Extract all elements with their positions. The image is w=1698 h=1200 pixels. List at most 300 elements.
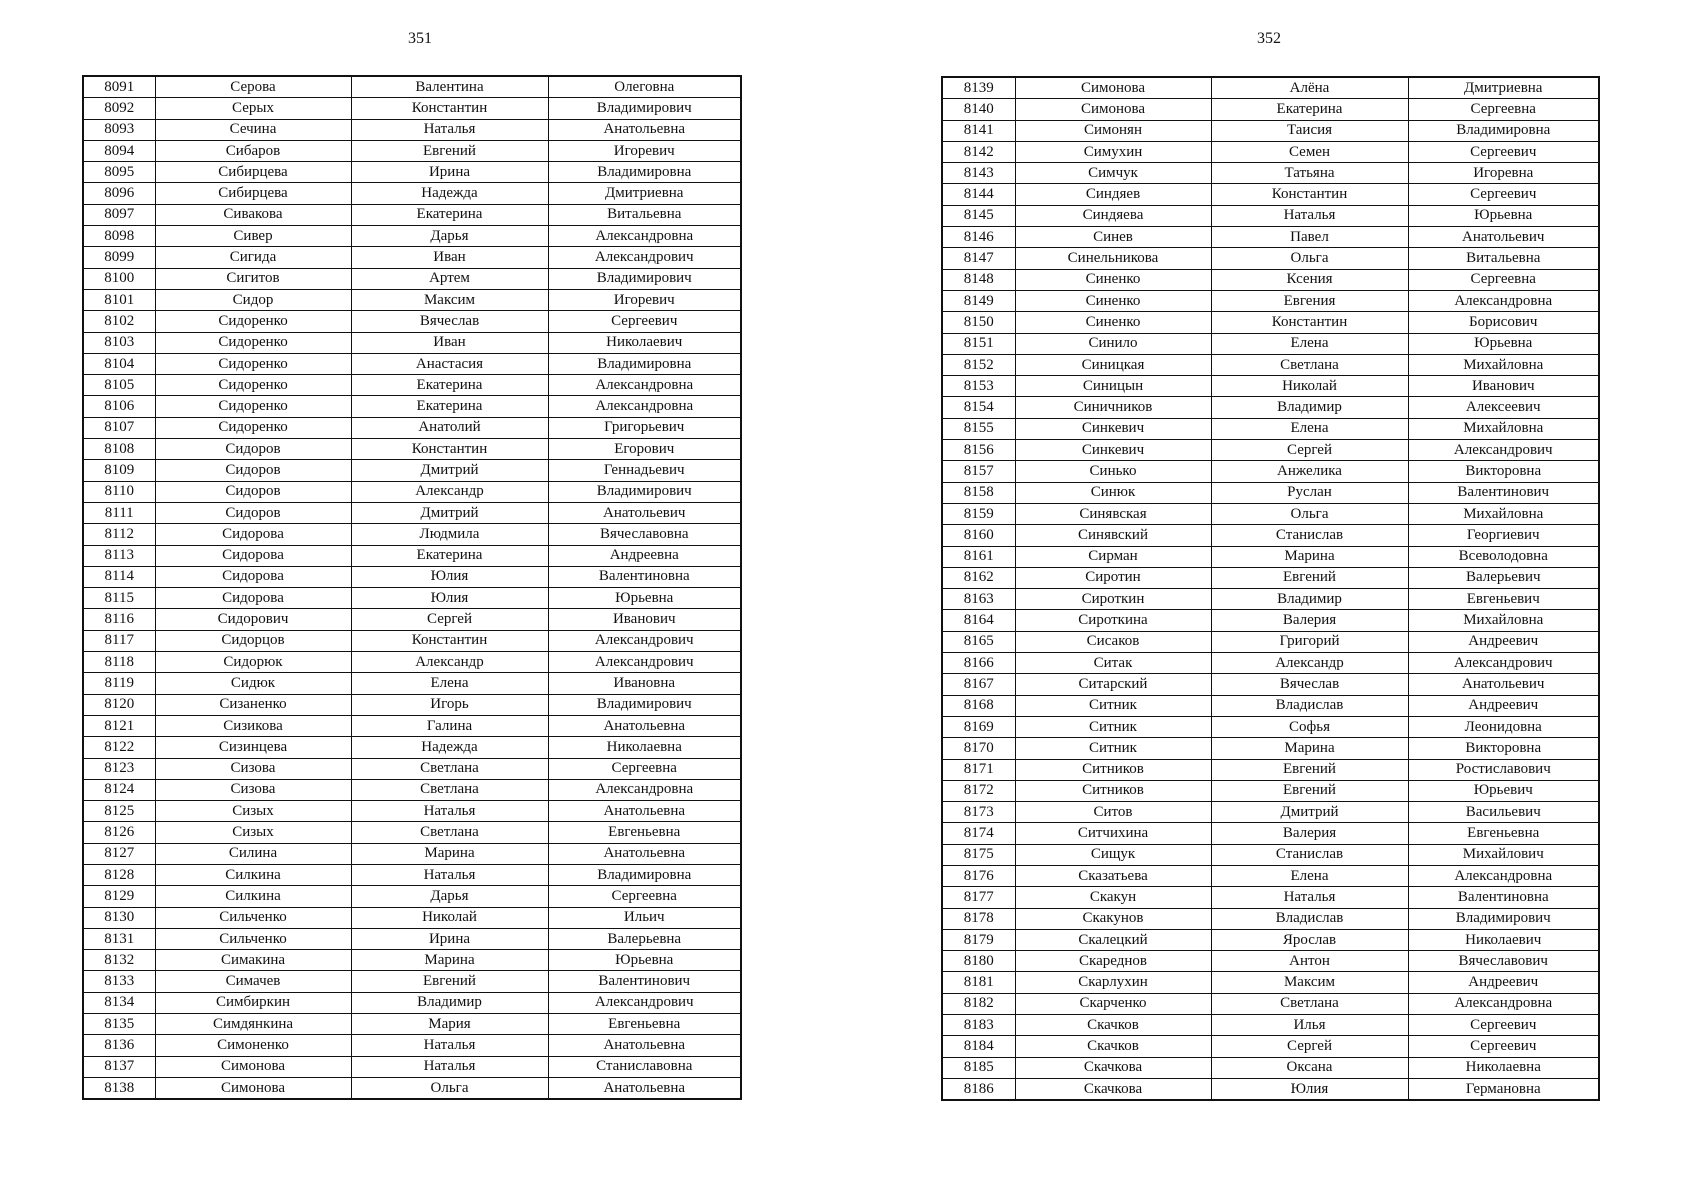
roster-table-left xyxy=(82,75,742,1100)
patronymic-cell: Юрьевна xyxy=(1408,333,1599,354)
patronymic-cell: Сергеевич xyxy=(1408,184,1599,205)
first-name-cell: Надежда xyxy=(351,737,548,758)
row-number-cell: 8106 xyxy=(83,396,155,417)
first-name-cell: Артем xyxy=(351,268,548,289)
surname-cell: Сибирцева xyxy=(155,162,351,183)
first-name-cell: Николай xyxy=(1211,376,1408,397)
patronymic-cell: Андреевич xyxy=(1408,972,1599,993)
row-number-cell: 8171 xyxy=(942,759,1015,780)
patronymic-cell: Олеговна xyxy=(548,76,741,98)
table-row xyxy=(83,204,741,225)
table-row xyxy=(942,865,1599,886)
table-row xyxy=(942,653,1599,674)
table-row xyxy=(83,630,741,651)
patronymic-cell: Сергеевна xyxy=(548,886,741,907)
surname-cell: Скакунов xyxy=(1015,908,1211,929)
surname-cell: Сиротин xyxy=(1015,567,1211,588)
surname-cell: Синельникова xyxy=(1015,248,1211,269)
surname-cell: Сищук xyxy=(1015,844,1211,865)
first-name-cell: Людмила xyxy=(351,524,548,545)
first-name-cell: Наталья xyxy=(351,801,548,822)
surname-cell: Сидоренко xyxy=(155,417,351,438)
row-number-cell: 8180 xyxy=(942,951,1015,972)
patronymic-cell: Анатольевич xyxy=(1408,227,1599,248)
row-number-cell: 8158 xyxy=(942,482,1015,503)
first-name-cell: Светлана xyxy=(1211,354,1408,375)
surname-cell: Ситников xyxy=(1015,759,1211,780)
surname-cell: Симдянкина xyxy=(155,1014,351,1035)
surname-cell: Сигитов xyxy=(155,268,351,289)
first-name-cell: Илья xyxy=(1211,1015,1408,1036)
surname-cell: Сидорюк xyxy=(155,652,351,673)
table-row xyxy=(83,268,741,289)
row-number-cell: 8108 xyxy=(83,439,155,460)
row-number-cell: 8149 xyxy=(942,290,1015,311)
surname-cell: Сидоренко xyxy=(155,311,351,332)
surname-cell: Сидорцов xyxy=(155,630,351,651)
table-row xyxy=(83,928,741,949)
patronymic-cell: Михайловна xyxy=(1408,418,1599,439)
surname-cell: Сидоров xyxy=(155,481,351,502)
first-name-cell: Елена xyxy=(351,673,548,694)
table-row xyxy=(83,758,741,779)
table-row xyxy=(942,674,1599,695)
table-row xyxy=(942,77,1599,99)
surname-cell: Скачкова xyxy=(1015,1078,1211,1100)
first-name-cell: Екатерина xyxy=(1211,99,1408,120)
first-name-cell: Максим xyxy=(1211,972,1408,993)
first-name-cell: Елена xyxy=(1211,865,1408,886)
table-row xyxy=(942,205,1599,226)
surname-cell: Сильченко xyxy=(155,907,351,928)
table-row xyxy=(942,1036,1599,1057)
row-number-cell: 8121 xyxy=(83,715,155,736)
surname-cell: Сидоренко xyxy=(155,332,351,353)
patronymic-cell: Андреевич xyxy=(1408,695,1599,716)
patronymic-cell: Владимировна xyxy=(548,864,741,885)
surname-cell: Синицын xyxy=(1015,376,1211,397)
first-name-cell: Наталья xyxy=(351,119,548,140)
patronymic-cell: Германовна xyxy=(1408,1078,1599,1100)
surname-cell: Сидоренко xyxy=(155,396,351,417)
first-name-cell: Владимир xyxy=(1211,397,1408,418)
row-number-cell: 8154 xyxy=(942,397,1015,418)
patronymic-cell: Сергеевич xyxy=(1408,1015,1599,1036)
table-row xyxy=(83,801,741,822)
row-number-cell: 8104 xyxy=(83,353,155,374)
roster-table-right xyxy=(941,76,1600,1101)
table-row xyxy=(942,503,1599,524)
row-number-cell: 8098 xyxy=(83,226,155,247)
row-number-cell: 8115 xyxy=(83,588,155,609)
first-name-cell: Екатерина xyxy=(351,396,548,417)
patronymic-cell: Владимировна xyxy=(548,353,741,374)
first-name-cell: Марина xyxy=(351,950,548,971)
patronymic-cell: Евгеньевна xyxy=(548,822,741,843)
first-name-cell: Иван xyxy=(351,332,548,353)
first-name-cell: Дарья xyxy=(351,886,548,907)
table-row xyxy=(83,247,741,268)
row-number-cell: 8095 xyxy=(83,162,155,183)
row-number-cell: 8172 xyxy=(942,780,1015,801)
first-name-cell: Ольга xyxy=(351,1077,548,1099)
surname-cell: Синило xyxy=(1015,333,1211,354)
first-name-cell: Дмитрий xyxy=(1211,802,1408,823)
row-number-cell: 8130 xyxy=(83,907,155,928)
first-name-cell: Екатерина xyxy=(351,204,548,225)
surname-cell: Сидюк xyxy=(155,673,351,694)
first-name-cell: Елена xyxy=(1211,333,1408,354)
table-row xyxy=(83,715,741,736)
table-row xyxy=(942,546,1599,567)
first-name-cell: Светлана xyxy=(351,758,548,779)
first-name-cell: Татьяна xyxy=(1211,163,1408,184)
first-name-cell: Вячеслав xyxy=(1211,674,1408,695)
table-row xyxy=(83,779,741,800)
row-number-cell: 8169 xyxy=(942,716,1015,737)
row-number-cell: 8107 xyxy=(83,417,155,438)
first-name-cell: Екатерина xyxy=(351,375,548,396)
surname-cell: Симонова xyxy=(155,1077,351,1099)
patronymic-cell: Владимирович xyxy=(548,268,741,289)
row-number-cell: 8105 xyxy=(83,375,155,396)
first-name-cell: Владислав xyxy=(1211,695,1408,716)
table-row xyxy=(83,183,741,204)
table-row xyxy=(942,1057,1599,1078)
first-name-cell: Галина xyxy=(351,715,548,736)
surname-cell: Сигида xyxy=(155,247,351,268)
patronymic-cell: Сергеевич xyxy=(1408,141,1599,162)
table-row xyxy=(83,375,741,396)
surname-cell: Скакун xyxy=(1015,887,1211,908)
row-number-cell: 8146 xyxy=(942,227,1015,248)
first-name-cell: Владислав xyxy=(1211,908,1408,929)
surname-cell: Сидорова xyxy=(155,566,351,587)
row-number-cell: 8178 xyxy=(942,908,1015,929)
row-number-cell: 8102 xyxy=(83,311,155,332)
row-number-cell: 8156 xyxy=(942,440,1015,461)
patronymic-cell: Александровна xyxy=(548,396,741,417)
row-number-cell: 8097 xyxy=(83,204,155,225)
row-number-cell: 8143 xyxy=(942,163,1015,184)
patronymic-cell: Владимирович xyxy=(1408,908,1599,929)
table-row xyxy=(83,588,741,609)
surname-cell: Синдяев xyxy=(1015,184,1211,205)
patronymic-cell: Алексеевич xyxy=(1408,397,1599,418)
first-name-cell: Екатерина xyxy=(351,545,548,566)
row-number-cell: 8168 xyxy=(942,695,1015,716)
row-number-cell: 8119 xyxy=(83,673,155,694)
table-row xyxy=(83,162,741,183)
table-row xyxy=(83,566,741,587)
row-number-cell: 8151 xyxy=(942,333,1015,354)
table-row xyxy=(83,460,741,481)
patronymic-cell: Сергеевна xyxy=(548,758,741,779)
row-number-cell: 8135 xyxy=(83,1014,155,1035)
surname-cell: Симакина xyxy=(155,950,351,971)
surname-cell: Сидорович xyxy=(155,609,351,630)
patronymic-cell: Сергеевна xyxy=(1408,269,1599,290)
table-row xyxy=(83,289,741,310)
patronymic-cell: Анатольевна xyxy=(548,843,741,864)
patronymic-cell: Александровна xyxy=(1408,290,1599,311)
patronymic-cell: Евгеньевна xyxy=(1408,823,1599,844)
patronymic-cell: Михайловна xyxy=(1408,610,1599,631)
surname-cell: Сидорова xyxy=(155,588,351,609)
table-row xyxy=(83,417,741,438)
patronymic-cell: Юрьевич xyxy=(1408,780,1599,801)
table-row xyxy=(83,524,741,545)
surname-cell: Сидоров xyxy=(155,502,351,523)
surname-cell: Симбиркин xyxy=(155,992,351,1013)
patronymic-cell: Дмитриевна xyxy=(1408,77,1599,99)
first-name-cell: Константин xyxy=(1211,312,1408,333)
first-name-cell: Максим xyxy=(351,289,548,310)
row-number-cell: 8125 xyxy=(83,801,155,822)
surname-cell: Сирман xyxy=(1015,546,1211,567)
first-name-cell: Юлия xyxy=(1211,1078,1408,1100)
row-number-cell: 8174 xyxy=(942,823,1015,844)
surname-cell: Ситник xyxy=(1015,695,1211,716)
table-row xyxy=(942,759,1599,780)
row-number-cell: 8176 xyxy=(942,865,1015,886)
surname-cell: Сечина xyxy=(155,119,351,140)
first-name-cell: Александр xyxy=(1211,653,1408,674)
row-number-cell: 8183 xyxy=(942,1015,1015,1036)
patronymic-cell: Владимирович xyxy=(548,98,741,119)
surname-cell: Симчук xyxy=(1015,163,1211,184)
patronymic-cell: Юрьевна xyxy=(548,588,741,609)
surname-cell: Силина xyxy=(155,843,351,864)
patronymic-cell: Всеволодовна xyxy=(1408,546,1599,567)
patronymic-cell: Вячеславовна xyxy=(548,524,741,545)
first-name-cell: Елена xyxy=(1211,418,1408,439)
row-number-cell: 8152 xyxy=(942,354,1015,375)
table-row xyxy=(942,248,1599,269)
patronymic-cell: Леонидовна xyxy=(1408,716,1599,737)
patronymic-cell: Анатольевна xyxy=(548,1077,741,1099)
surname-cell: Сидоренко xyxy=(155,375,351,396)
surname-cell: Ситник xyxy=(1015,738,1211,759)
surname-cell: Симонова xyxy=(155,1056,351,1077)
row-number-cell: 8110 xyxy=(83,481,155,502)
row-number-cell: 8179 xyxy=(942,929,1015,950)
first-name-cell: Константин xyxy=(351,439,548,460)
table-row xyxy=(942,269,1599,290)
patronymic-cell: Николаевна xyxy=(548,737,741,758)
table-row xyxy=(942,141,1599,162)
row-number-cell: 8133 xyxy=(83,971,155,992)
table-row xyxy=(942,589,1599,610)
row-number-cell: 8101 xyxy=(83,289,155,310)
patronymic-cell: Витальевна xyxy=(1408,248,1599,269)
patronymic-cell: Вячеславович xyxy=(1408,951,1599,972)
first-name-cell: Иван xyxy=(351,247,548,268)
patronymic-cell: Витальевна xyxy=(548,204,741,225)
row-number-cell: 8132 xyxy=(83,950,155,971)
table-row xyxy=(942,290,1599,311)
patronymic-cell: Андреевич xyxy=(1408,631,1599,652)
patronymic-cell: Николаевич xyxy=(1408,929,1599,950)
table-row xyxy=(83,76,741,98)
table-row xyxy=(942,631,1599,652)
row-number-cell: 8166 xyxy=(942,653,1015,674)
row-number-cell: 8138 xyxy=(83,1077,155,1099)
table-row xyxy=(83,673,741,694)
patronymic-cell: Александровна xyxy=(548,375,741,396)
table-row xyxy=(83,971,741,992)
patronymic-cell: Михайлович xyxy=(1408,844,1599,865)
patronymic-cell: Евгеньевна xyxy=(548,1014,741,1035)
row-number-cell: 8147 xyxy=(942,248,1015,269)
row-number-cell: 8170 xyxy=(942,738,1015,759)
first-name-cell: Светлана xyxy=(351,822,548,843)
patronymic-cell: Валентиновна xyxy=(548,566,741,587)
row-number-cell: 8161 xyxy=(942,546,1015,567)
first-name-cell: Дарья xyxy=(351,226,548,247)
first-name-cell: Наталья xyxy=(1211,205,1408,226)
row-number-cell: 8173 xyxy=(942,802,1015,823)
table-row xyxy=(942,184,1599,205)
row-number-cell: 8099 xyxy=(83,247,155,268)
surname-cell: Симоненко xyxy=(155,1035,351,1056)
surname-cell: Синенко xyxy=(1015,290,1211,311)
table-row xyxy=(83,226,741,247)
row-number-cell: 8167 xyxy=(942,674,1015,695)
table-row xyxy=(942,418,1599,439)
patronymic-cell: Владимировна xyxy=(548,162,741,183)
row-number-cell: 8159 xyxy=(942,503,1015,524)
surname-cell: Синичников xyxy=(1015,397,1211,418)
row-number-cell: 8117 xyxy=(83,630,155,651)
surname-cell: Ситник xyxy=(1015,716,1211,737)
patronymic-cell: Григорьевич xyxy=(548,417,741,438)
table-row xyxy=(942,695,1599,716)
row-number-cell: 8182 xyxy=(942,993,1015,1014)
row-number-cell: 8134 xyxy=(83,992,155,1013)
first-name-cell: Валерия xyxy=(1211,823,1408,844)
row-number-cell: 8137 xyxy=(83,1056,155,1077)
table-row xyxy=(942,354,1599,375)
patronymic-cell: Юрьевна xyxy=(548,950,741,971)
table-row xyxy=(942,610,1599,631)
patronymic-cell: Валентинович xyxy=(1408,482,1599,503)
patronymic-cell: Александровна xyxy=(548,779,741,800)
surname-cell: Синдяева xyxy=(1015,205,1211,226)
first-name-cell: Владимир xyxy=(1211,589,1408,610)
table-row xyxy=(942,802,1599,823)
surname-cell: Сизикова xyxy=(155,715,351,736)
first-name-cell: Светлана xyxy=(1211,993,1408,1014)
first-name-cell: Сергей xyxy=(1211,440,1408,461)
table-row xyxy=(83,737,741,758)
patronymic-cell: Викторовна xyxy=(1408,461,1599,482)
table-row xyxy=(942,525,1599,546)
table-row xyxy=(942,120,1599,141)
table-row xyxy=(83,1056,741,1077)
patronymic-cell: Владимировна xyxy=(1408,120,1599,141)
row-number-cell: 8153 xyxy=(942,376,1015,397)
table-row xyxy=(83,950,741,971)
row-number-cell: 8131 xyxy=(83,928,155,949)
row-number-cell: 8177 xyxy=(942,887,1015,908)
table-row xyxy=(942,993,1599,1014)
surname-cell: Сизых xyxy=(155,822,351,843)
table-row xyxy=(942,929,1599,950)
patronymic-cell: Александрович xyxy=(1408,440,1599,461)
surname-cell: Синев xyxy=(1015,227,1211,248)
first-name-cell: Софья xyxy=(1211,716,1408,737)
first-name-cell: Наталья xyxy=(1211,887,1408,908)
row-number-cell: 8163 xyxy=(942,589,1015,610)
first-name-cell: Евгений xyxy=(1211,567,1408,588)
surname-cell: Сизова xyxy=(155,758,351,779)
patronymic-cell: Валентиновна xyxy=(1408,887,1599,908)
table-row xyxy=(83,119,741,140)
surname-cell: Ситников xyxy=(1015,780,1211,801)
patronymic-cell: Анатольевич xyxy=(1408,674,1599,695)
table-row xyxy=(942,333,1599,354)
row-number-cell: 8112 xyxy=(83,524,155,545)
table-row xyxy=(942,844,1599,865)
row-number-cell: 8126 xyxy=(83,822,155,843)
first-name-cell: Ирина xyxy=(351,162,548,183)
first-name-cell: Алёна xyxy=(1211,77,1408,99)
table-row xyxy=(942,567,1599,588)
table-row xyxy=(83,864,741,885)
surname-cell: Скарченко xyxy=(1015,993,1211,1014)
first-name-cell: Сергей xyxy=(351,609,548,630)
table-row xyxy=(942,440,1599,461)
first-name-cell: Наталья xyxy=(351,1056,548,1077)
surname-cell: Сизова xyxy=(155,779,351,800)
first-name-cell: Ольга xyxy=(1211,503,1408,524)
first-name-cell: Евгений xyxy=(351,140,548,161)
first-name-cell: Александр xyxy=(351,481,548,502)
table-row xyxy=(83,98,741,119)
table-row xyxy=(942,1078,1599,1100)
first-name-cell: Павел xyxy=(1211,227,1408,248)
patronymic-cell: Ильич xyxy=(548,907,741,928)
surname-cell: Скачкова xyxy=(1015,1057,1211,1078)
patronymic-cell: Александровна xyxy=(1408,865,1599,886)
row-number-cell: 8129 xyxy=(83,886,155,907)
table-row xyxy=(83,992,741,1013)
row-number-cell: 8114 xyxy=(83,566,155,587)
first-name-cell: Анатолий xyxy=(351,417,548,438)
surname-cell: Синявский xyxy=(1015,525,1211,546)
table-row xyxy=(942,780,1599,801)
row-number-cell: 8094 xyxy=(83,140,155,161)
patronymic-cell: Викторовна xyxy=(1408,738,1599,759)
first-name-cell: Константин xyxy=(1211,184,1408,205)
surname-cell: Синенко xyxy=(1015,312,1211,333)
table-row xyxy=(83,1014,741,1035)
table-row xyxy=(942,312,1599,333)
surname-cell: Сизаненко xyxy=(155,694,351,715)
table-row xyxy=(942,482,1599,503)
patronymic-cell: Васильевич xyxy=(1408,802,1599,823)
row-number-cell: 8165 xyxy=(942,631,1015,652)
row-number-cell: 8092 xyxy=(83,98,155,119)
page-number-left: 351 xyxy=(408,30,432,47)
table-row xyxy=(942,716,1599,737)
table-row xyxy=(83,1077,741,1099)
patronymic-cell: Иванович xyxy=(548,609,741,630)
row-number-cell: 8111 xyxy=(83,502,155,523)
row-number-cell: 8096 xyxy=(83,183,155,204)
first-name-cell: Марина xyxy=(1211,546,1408,567)
